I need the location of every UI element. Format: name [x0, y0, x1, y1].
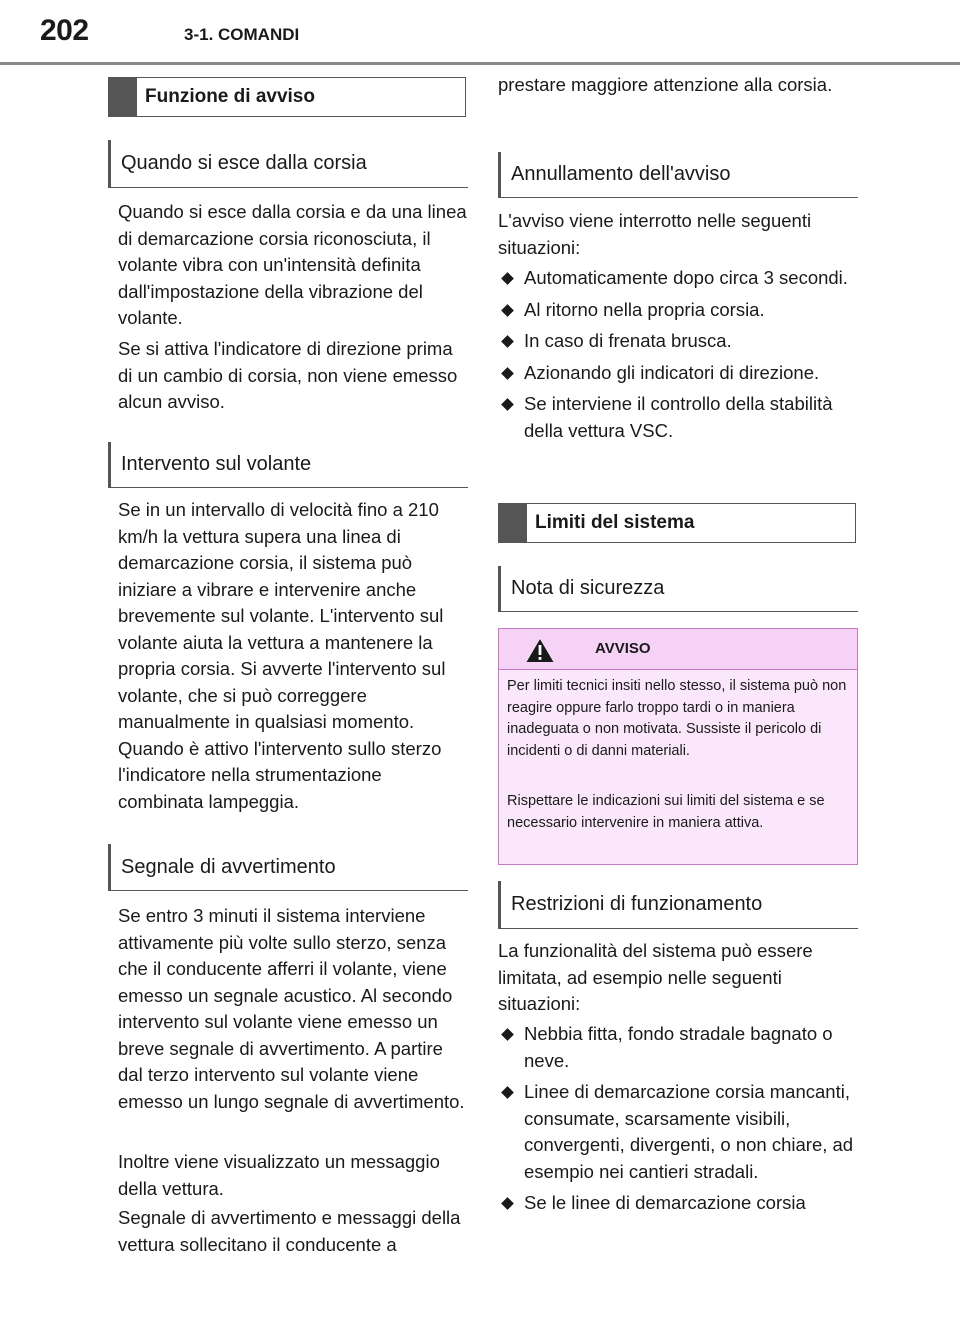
- subheading: [498, 566, 858, 612]
- paragraph: Segnale di avvertimento e messaggi della vettura sollecitano il conducente a: [118, 1207, 461, 1255]
- subheading-text: Restrizioni di funzionamento: [511, 893, 763, 915]
- bullet-item: [498, 391, 856, 444]
- bullet-item: [498, 1190, 856, 1217]
- bullet-item: [498, 360, 856, 387]
- page-number: 202: [40, 14, 89, 47]
- subheading: [108, 140, 468, 188]
- bullet-list: [498, 1021, 856, 1222]
- paragraph: Se entro 3 minuti il sistema interviene attivamente più volte sullo sterzo, senza che il conducente afferri il volante, viene emesso un segnale acustico. Al secondo intervento sul volante viene emesso un breve segnale di avvertimento. A partire dal terzo intervento sul volante viene emesso un lungo segnale di avvertimento.: [118, 905, 465, 1112]
- subheading-text: Quando si esce dalla corsia: [121, 152, 367, 174]
- heading-bar: [499, 504, 527, 542]
- header-rule: [0, 62, 960, 65]
- bullet-text: Se interviene il controllo della stabilità della vettura VSC.: [524, 393, 833, 441]
- bullet-icon: [501, 304, 514, 317]
- subheading-text: Intervento sul volante: [121, 453, 312, 475]
- bullet-icon: [501, 367, 514, 380]
- subheading: [498, 152, 858, 198]
- paragraph: La funzionalità del sistema può essere limitata, ad esempio nelle seguenti situazioni:: [498, 940, 813, 1014]
- paragraph: Se si attiva l'indicatore di direzione prima di un cambio di corsia, non viene emesso alcun avviso.: [118, 338, 458, 412]
- bullet-item: [498, 328, 856, 355]
- paragraph: Se in un intervallo di velocità fino a 210 km/h la vettura supera una linea di demarcazione corsia, il sistema può iniziare a vibrare e intervenire anche brevemente sul volante. L'intervento sul volante aiuta la vettura a mantenere la propria corsia. Si avverte l'intervento sul volante, che si può correggere manualmente in qualsiasi momento. Quando è attivo l'intervento sullo sterzo l'indicatore nella strumentazione combinata lampeggia.: [118, 499, 446, 812]
- bullet-list: [498, 265, 856, 449]
- paragraph: Quando si esce dalla corsia e da una linea di demarcazione corsia riconosciuta, il volante vibra con un'intensità definita dall'impostazione della vibrazione del volante.: [118, 201, 467, 328]
- bullet-text: Linee di demarcazione corsia mancanti, consumate, scarsamente visibili, convergenti, divergenti, o non chiare, ad esempio nei cantieri stradali.: [524, 1081, 854, 1182]
- bullet-icon: [501, 1028, 514, 1041]
- bullet-icon: [501, 335, 514, 348]
- heading-text: Funzione di avviso: [145, 86, 315, 107]
- bullet-text: Se le linee di demarcazione corsia: [524, 1192, 806, 1213]
- warning-text: Rispettare le indicazioni sui limiti del sistema e se necessario intervenire in maniera attiva.: [507, 793, 825, 831]
- bullet-item: [498, 1021, 856, 1074]
- paragraph: Inoltre viene visualizzato un messaggio della vettura.: [118, 1151, 440, 1199]
- bullet-icon: [501, 272, 514, 285]
- bullet-text: Automaticamente dopo circa 3 secondi.: [524, 267, 848, 288]
- bullet-text: Al ritorno nella propria corsia.: [524, 298, 765, 320]
- heading-bar: [109, 78, 137, 116]
- warning-icon: [525, 637, 555, 663]
- warning-header: [499, 629, 857, 670]
- warning-title: AVVISO: [595, 640, 651, 657]
- subheading: [108, 844, 468, 891]
- bullet-icon: [501, 1197, 514, 1210]
- bullet-text: Nebbia fitta, fondo stradale bagnato o neve.: [524, 1023, 833, 1071]
- bullet-item: [498, 297, 856, 324]
- bullet-text: Azionando gli indicatori di direzione.: [524, 361, 820, 383]
- bullet-item: [498, 1079, 856, 1185]
- section-box-heading: [498, 503, 856, 543]
- subheading: [498, 881, 858, 929]
- subheading-text: Annullamento dell'avviso: [511, 163, 731, 185]
- paragraph: prestare maggiore attenzione alla corsia.: [498, 74, 833, 95]
- heading-text: Limiti del sistema: [535, 512, 695, 533]
- section-label: 3-1. COMANDI: [184, 25, 300, 44]
- subheading-text: Nota di sicurezza: [511, 577, 665, 599]
- bullet-item: [498, 265, 856, 292]
- section-box-heading: [108, 77, 466, 117]
- subheading-text: Segnale di avvertimento: [121, 856, 336, 878]
- bullet-icon: [501, 1086, 514, 1099]
- warning-text: Per limiti tecnici insiti nello stesso, il sistema può non reagire oppure farlo troppo tardi o in maniera inadeguata o non motivata. Sussiste il pericolo di incidenti o di danni materiali.: [507, 678, 847, 759]
- bullet-text: In caso di frenata brusca.: [524, 330, 732, 351]
- bullet-icon: [501, 398, 514, 411]
- subheading: [108, 442, 468, 488]
- warning-box: [498, 628, 858, 865]
- paragraph: L'avviso viene interrotto nelle seguenti situazioni:: [498, 210, 812, 258]
